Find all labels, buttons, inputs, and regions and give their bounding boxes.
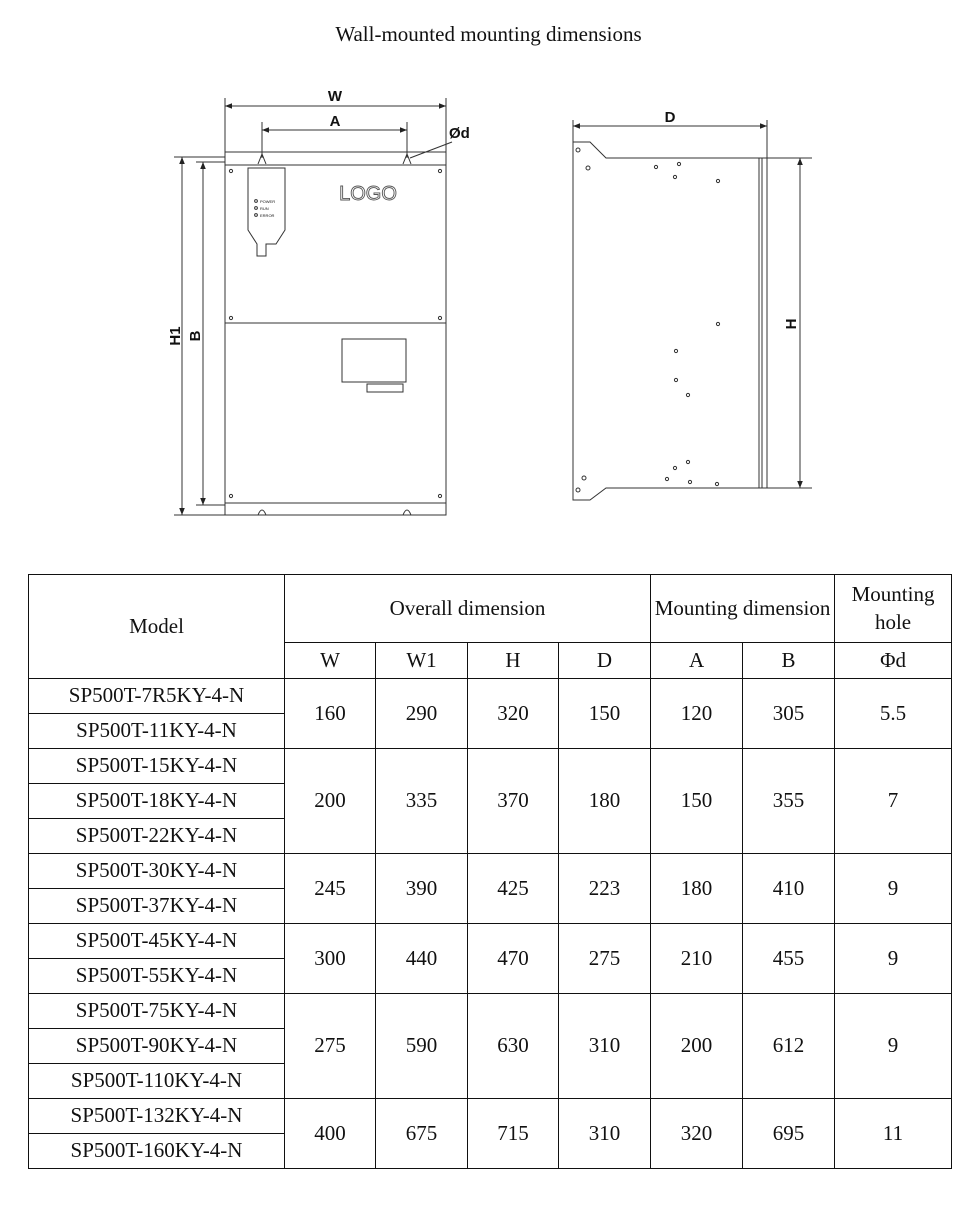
value-cell-w: 300 (285, 924, 376, 994)
value-cell-w1: 440 (376, 924, 468, 994)
subheader-w: W (285, 643, 376, 679)
value-cell-w: 245 (285, 854, 376, 924)
model-cell: SP500T-90KY-4-N (29, 1029, 285, 1064)
model-cell: SP500T-30KY-4-N (29, 854, 285, 889)
value-cell-h: 715 (468, 1099, 559, 1169)
subheader-b: B (743, 643, 835, 679)
subheader-h: H (468, 643, 559, 679)
value-cell-w1: 390 (376, 854, 468, 924)
value-cell-h: 425 (468, 854, 559, 924)
subheader-d: D (559, 643, 651, 679)
value-cell-d: 275 (559, 924, 651, 994)
front-view (174, 98, 452, 515)
value-cell-d: 310 (559, 1099, 651, 1169)
value-cell-w1: 335 (376, 749, 468, 854)
subheader-hole-diameter: Φd (835, 643, 952, 679)
model-cell: SP500T-15KY-4-N (29, 749, 285, 784)
a-label: A (329, 113, 341, 130)
h-label: H (783, 318, 800, 330)
model-cell: SP500T-11KY-4-N (29, 714, 285, 749)
header-mounting-dimension: Mounting dimension (651, 575, 835, 643)
table-row (29, 679, 952, 714)
value-cell-w: 400 (285, 1099, 376, 1169)
value-cell-a: 210 (651, 924, 743, 994)
table-row (29, 1099, 952, 1134)
w-label: W (327, 88, 343, 105)
header-overall-dimension: Overall dimension (285, 575, 651, 643)
value-cell-w: 275 (285, 994, 376, 1099)
table-row (29, 749, 952, 784)
model-cell: SP500T-7R5KY-4-N (29, 679, 285, 714)
value-cell-hole-diameter: 5.5 (835, 679, 952, 749)
model-cell: SP500T-45KY-4-N (29, 924, 285, 959)
led-label-power: POWER (260, 199, 276, 204)
value-cell-w: 160 (285, 679, 376, 749)
value-cell-b: 455 (743, 924, 835, 994)
value-cell-d: 223 (559, 854, 651, 924)
value-cell-a: 180 (651, 854, 743, 924)
value-cell-b: 695 (743, 1099, 835, 1169)
value-cell-w: 200 (285, 749, 376, 854)
subheader-a: A (651, 643, 743, 679)
model-cell: SP500T-22KY-4-N (29, 819, 285, 854)
b-label: B (187, 330, 204, 342)
model-cell: SP500T-160KY-4-N (29, 1134, 285, 1169)
d-label: D (664, 109, 676, 126)
value-cell-a: 320 (651, 1099, 743, 1169)
model-cell: SP500T-75KY-4-N (29, 994, 285, 1029)
value-cell-h: 470 (468, 924, 559, 994)
value-cell-a: 150 (651, 749, 743, 854)
value-cell-hole-diameter: 9 (835, 994, 952, 1099)
subheader-w1: W1 (376, 643, 468, 679)
value-cell-hole-diameter: 9 (835, 924, 952, 994)
table-row (29, 994, 952, 1029)
value-cell-d: 180 (559, 749, 651, 854)
model-cell: SP500T-37KY-4-N (29, 889, 285, 924)
value-cell-b: 355 (743, 749, 835, 854)
value-cell-a: 120 (651, 679, 743, 749)
inverter-front-body (225, 165, 446, 503)
side-view (573, 120, 812, 500)
value-cell-b: 410 (743, 854, 835, 924)
led-label-run: RUN (260, 206, 269, 211)
value-cell-hole-diameter: 7 (835, 749, 952, 854)
value-cell-d: 150 (559, 679, 651, 749)
header-mounting-hole: Mounting hole (835, 575, 952, 643)
h1-label: H1 (167, 326, 184, 346)
model-cell: SP500T-132KY-4-N (29, 1099, 285, 1134)
model-cell: SP500T-110KY-4-N (29, 1064, 285, 1099)
table-row (29, 924, 952, 959)
header-model: Model (29, 575, 285, 679)
value-cell-h: 630 (468, 994, 559, 1099)
led-label-error: ERROR (260, 213, 275, 218)
model-cell: SP500T-55KY-4-N (29, 959, 285, 994)
dimension-table (28, 574, 952, 1169)
logo-placeholder: LOGO (339, 183, 397, 205)
value-cell-w1: 290 (376, 679, 468, 749)
value-cell-w1: 590 (376, 994, 468, 1099)
value-cell-d: 310 (559, 994, 651, 1099)
table-row (29, 854, 952, 889)
value-cell-hole-diameter: 9 (835, 854, 952, 924)
page-title: Wall-mounted mounting dimensions (335, 22, 642, 46)
hole-diameter-label: Ød (449, 125, 470, 142)
value-cell-b: 612 (743, 994, 835, 1099)
value-cell-w1: 675 (376, 1099, 468, 1169)
value-cell-a: 200 (651, 994, 743, 1099)
value-cell-b: 305 (743, 679, 835, 749)
value-cell-hole-diameter: 11 (835, 1099, 952, 1169)
model-cell: SP500T-18KY-4-N (29, 784, 285, 819)
value-cell-h: 320 (468, 679, 559, 749)
mounting-drawing (0, 80, 977, 530)
value-cell-h: 370 (468, 749, 559, 854)
display-window (342, 339, 406, 382)
